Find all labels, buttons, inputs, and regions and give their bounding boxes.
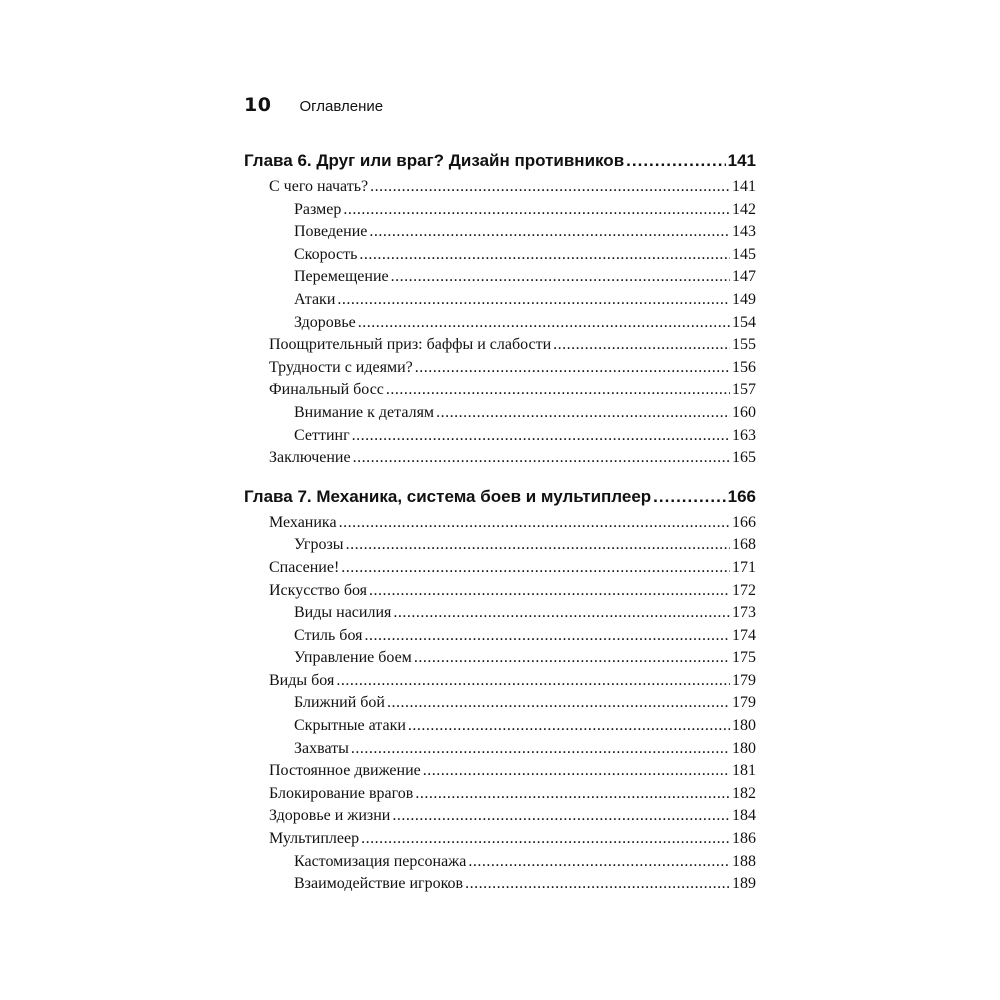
entry-title: Мультиплеер	[269, 830, 360, 848]
chapter-title: Глава 7. Механика, система боев и мультиплеер	[244, 486, 652, 506]
entry-title: Блокирование врагов	[269, 784, 414, 802]
entry-page-number: 181	[732, 762, 756, 780]
entry-title: Размер	[294, 200, 342, 218]
entry-page-number: 154	[732, 313, 756, 331]
page-number: 10	[244, 94, 272, 116]
dot-leader	[465, 873, 730, 896]
toc-subsection-entry[interactable]	[244, 199, 756, 222]
dot-leader	[626, 146, 725, 176]
entry-title: Стиль боя	[294, 626, 363, 644]
entry-page-number: 184	[732, 807, 756, 825]
entry-page-number: 145	[732, 245, 756, 263]
chapter-heading[interactable]	[244, 146, 756, 176]
dot-leader	[369, 580, 730, 603]
dot-leader	[351, 738, 730, 761]
toc-subsection-entry[interactable]	[244, 425, 756, 448]
entry-page-number: 173	[732, 604, 756, 622]
toc-section-entry[interactable]	[244, 334, 756, 357]
entry-page-number: 168	[732, 536, 756, 554]
chapter-heading[interactable]	[244, 482, 756, 512]
dot-leader	[341, 557, 730, 580]
toc-subsection-entry[interactable]	[244, 312, 756, 335]
toc-section-entry[interactable]	[244, 357, 756, 380]
dot-leader	[391, 266, 730, 289]
toc-subsection-entry[interactable]	[244, 625, 756, 648]
toc-section-entry[interactable]	[244, 783, 756, 806]
entry-title: Захваты	[294, 739, 349, 757]
entry-page-number: 165	[732, 449, 756, 467]
entry-title: Перемещение	[294, 268, 389, 286]
entry-page-number: 180	[732, 717, 756, 735]
dot-leader	[415, 357, 730, 380]
dot-leader	[336, 670, 730, 693]
toc-section-entry[interactable]	[244, 176, 756, 199]
toc-subsection-entry[interactable]	[244, 221, 756, 244]
entry-page-number: 157	[732, 381, 756, 399]
entry-title: Угрозы	[294, 536, 344, 554]
entry-title: Виды насилия	[294, 604, 392, 622]
entry-page-number: 189	[732, 875, 756, 893]
toc-subsection-entry[interactable]	[244, 266, 756, 289]
toc-section-entry[interactable]	[244, 760, 756, 783]
entry-title: Атаки	[294, 290, 336, 308]
dot-leader	[365, 625, 731, 648]
entry-title: Виды боя	[269, 671, 335, 689]
chapter-spacer	[244, 470, 756, 482]
entry-title: Управление боем	[294, 649, 412, 667]
table-of-contents	[244, 146, 756, 896]
dot-leader	[393, 602, 730, 625]
entry-page-number: 141	[732, 178, 756, 195]
entry-title: Взаимодействие игроков	[294, 875, 464, 893]
entry-title: Механика	[269, 513, 337, 531]
dot-leader	[436, 402, 730, 425]
toc-subsection-entry[interactable]	[244, 647, 756, 670]
entry-title: С чего начать?	[269, 178, 369, 195]
dot-leader	[358, 312, 730, 335]
entry-title: Скрытные атаки	[294, 717, 406, 735]
running-head	[244, 94, 383, 122]
entry-page-number: 160	[732, 403, 756, 421]
toc-subsection-entry[interactable]	[244, 534, 756, 557]
dot-leader	[339, 512, 730, 535]
toc-section-entry[interactable]	[244, 828, 756, 851]
dot-leader	[361, 828, 730, 851]
toc-subsection-entry[interactable]	[244, 602, 756, 625]
dot-leader	[423, 760, 730, 783]
dot-leader	[353, 447, 730, 470]
entry-page-number: 143	[732, 223, 756, 241]
entry-page-number: 174	[732, 626, 756, 644]
dot-leader	[468, 851, 730, 874]
toc-subsection-entry[interactable]	[244, 851, 756, 874]
toc-subsection-entry[interactable]	[244, 289, 756, 312]
entry-title: Поощрительный приз: баффы и слабости	[269, 336, 552, 354]
toc-subsection-entry[interactable]	[244, 692, 756, 715]
toc-subsection-entry[interactable]	[244, 873, 756, 896]
dot-leader	[337, 289, 730, 312]
entry-title: Ближний бой	[294, 694, 385, 712]
dot-leader	[346, 534, 730, 557]
dot-leader	[386, 379, 730, 402]
entry-title: Скорость	[294, 245, 358, 263]
entry-page-number: 163	[732, 426, 756, 444]
toc-subsection-entry[interactable]	[244, 244, 756, 267]
entry-title: Постоянное движение	[269, 762, 421, 780]
entry-title: Искусство боя	[269, 581, 368, 599]
entry-page-number: 179	[732, 694, 756, 712]
entry-title: Заключение	[269, 449, 351, 467]
toc-section-entry[interactable]	[244, 580, 756, 603]
dot-leader	[387, 692, 730, 715]
dot-leader	[553, 334, 730, 357]
entry-title: Здоровье и жизни	[269, 807, 391, 825]
dot-leader	[653, 482, 725, 512]
entry-page-number: 142	[732, 200, 756, 218]
chapter-page-number: 166	[727, 486, 756, 506]
dot-leader	[359, 244, 730, 267]
dot-leader	[392, 805, 730, 828]
entry-title: Кастомизация персонажа	[294, 852, 467, 870]
dot-leader	[370, 176, 730, 199]
entry-page-number: 147	[732, 268, 756, 286]
section-title: Оглавление	[299, 98, 384, 115]
entry-page-number: 186	[732, 830, 756, 848]
toc-section-entry[interactable]	[244, 805, 756, 828]
dot-leader	[352, 425, 730, 448]
entry-title: Спасение!	[269, 558, 340, 576]
dot-leader	[414, 647, 730, 670]
chapter-title: Глава 6. Друг или враг? Дизайн противников	[244, 151, 625, 170]
dot-leader	[343, 199, 730, 222]
toc-subsection-entry[interactable]	[244, 738, 756, 761]
entry-page-number: 175	[732, 649, 756, 667]
entry-page-number: 180	[732, 739, 756, 757]
toc-section-entry[interactable]	[244, 512, 756, 535]
dot-leader	[369, 221, 730, 244]
toc-subsection-entry[interactable]	[244, 402, 756, 425]
entry-page-number: 149	[732, 290, 756, 308]
entry-title: Финальный босс	[269, 381, 384, 399]
entry-page-number: 171	[732, 558, 756, 576]
dot-leader	[408, 715, 730, 738]
toc-section-entry[interactable]	[244, 670, 756, 693]
toc-section-entry[interactable]	[244, 557, 756, 580]
toc-subsection-entry[interactable]	[244, 715, 756, 738]
entry-title: Поведение	[294, 223, 368, 241]
toc-section-entry[interactable]	[244, 447, 756, 470]
toc-section-entry[interactable]	[244, 379, 756, 402]
entry-page-number: 155	[732, 336, 756, 354]
entry-page-number: 182	[732, 784, 756, 802]
entry-title: Трудности с идеями?	[269, 358, 413, 376]
entry-title: Здоровье	[294, 313, 356, 331]
entry-page-number: 172	[732, 581, 756, 599]
chapter-page-number: 141	[727, 151, 756, 170]
entry-page-number: 156	[732, 358, 756, 376]
entry-page-number: 188	[732, 852, 756, 870]
entry-page-number: 166	[732, 513, 756, 531]
entry-title: Внимание к деталям	[294, 403, 435, 421]
dot-leader	[415, 783, 730, 806]
entry-title: Сеттинг	[294, 426, 350, 444]
entry-page-number: 179	[732, 671, 756, 689]
